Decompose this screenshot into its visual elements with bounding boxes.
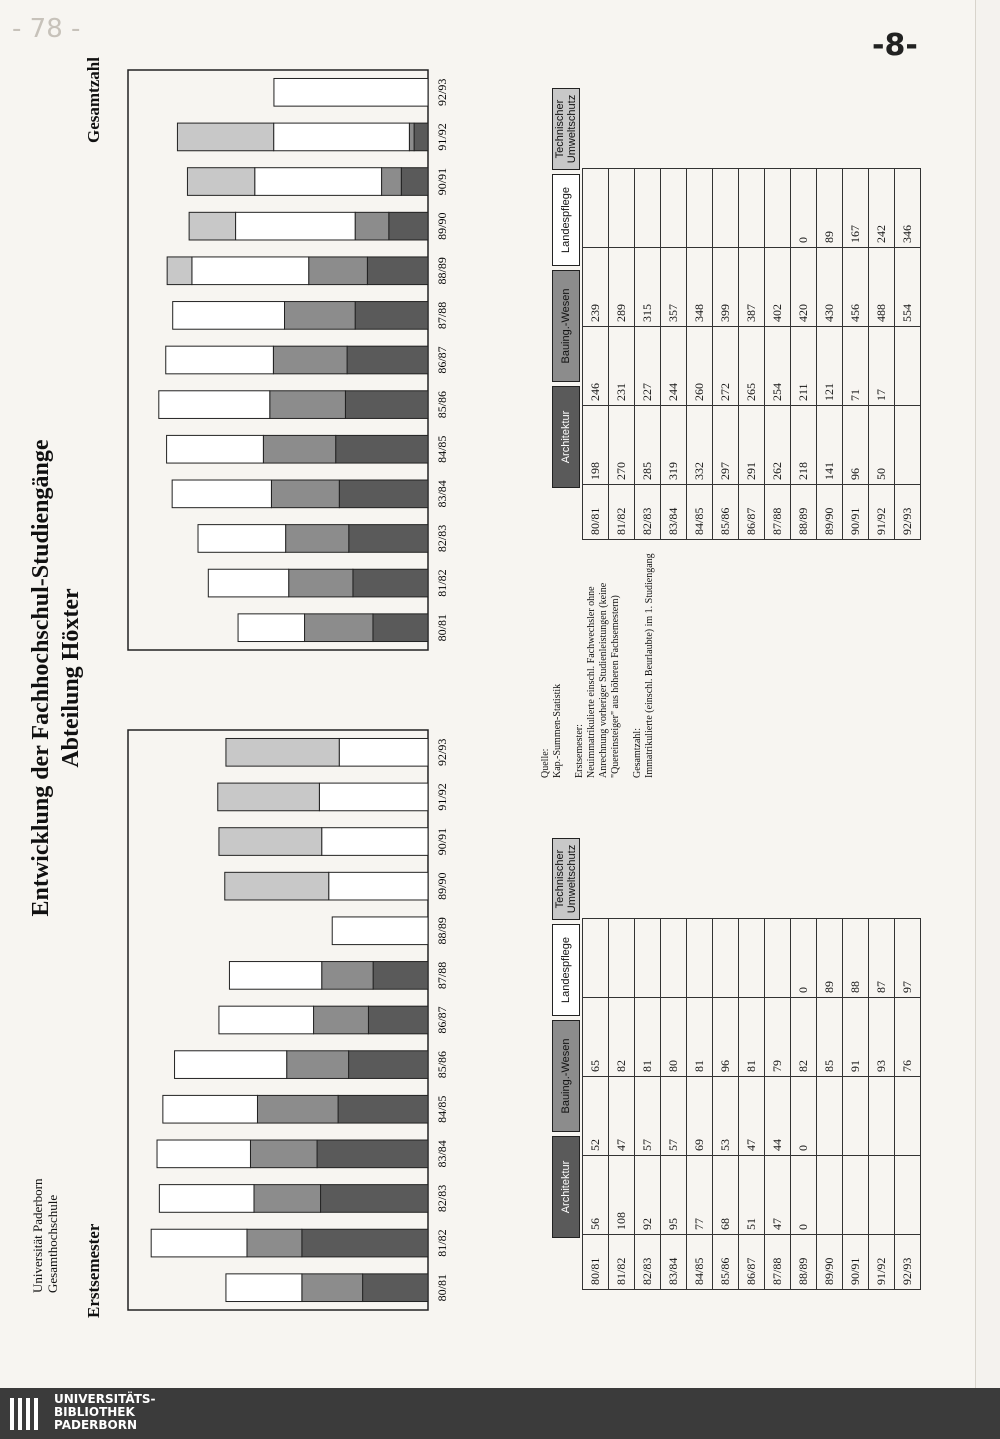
table-cell: 80 bbox=[661, 998, 687, 1077]
x-tick-label: 82/83 bbox=[435, 524, 449, 553]
table-row bbox=[817, 169, 843, 540]
x-tick-label: 83/84 bbox=[435, 1140, 449, 1168]
table-cell bbox=[713, 919, 739, 998]
row-label: 87/88 bbox=[765, 485, 791, 540]
table-cell: 319 bbox=[661, 406, 687, 485]
table-row bbox=[661, 919, 687, 1290]
table-cell: 65 bbox=[583, 998, 609, 1077]
table-cell: 89 bbox=[817, 169, 843, 248]
table-cell: 272 bbox=[713, 327, 739, 406]
x-tick-label: 87/88 bbox=[435, 961, 449, 990]
top-page-mark: - 78 - bbox=[12, 14, 81, 44]
x-tick-label: 90/91 bbox=[435, 167, 449, 196]
source-text: Kap.-Summen-Statistik bbox=[552, 683, 563, 778]
bar-segment bbox=[389, 212, 428, 240]
table-row bbox=[687, 169, 713, 540]
x-tick-label: 89/90 bbox=[435, 872, 449, 900]
bar-segment bbox=[257, 1095, 338, 1123]
bar-segment bbox=[367, 257, 428, 285]
bar-segment bbox=[332, 917, 428, 945]
table-cell bbox=[583, 169, 609, 248]
table-cell: 52 bbox=[583, 1077, 609, 1156]
table-cell: 92 bbox=[635, 1156, 661, 1235]
page-title bbox=[26, 318, 86, 1038]
table-cell: 399 bbox=[713, 248, 739, 327]
bar-segment bbox=[353, 569, 428, 597]
table-row bbox=[635, 169, 661, 540]
table-cell bbox=[661, 169, 687, 248]
bar-segment bbox=[254, 1185, 321, 1213]
legend-entry: Architektur bbox=[552, 386, 580, 488]
table-row bbox=[713, 919, 739, 1290]
row-label: 92/93 bbox=[895, 1235, 921, 1290]
table-cell: 315 bbox=[635, 248, 661, 327]
table-cell: 57 bbox=[661, 1077, 687, 1156]
table-cell bbox=[895, 406, 921, 485]
bar-segment bbox=[319, 783, 428, 811]
institution-line2: Gesamthochschule bbox=[45, 1194, 60, 1293]
table-cell: 420 bbox=[791, 248, 817, 327]
table-cell: 68 bbox=[713, 1156, 739, 1235]
x-tick-label: 89/90 bbox=[435, 212, 449, 240]
row-label: 83/84 bbox=[661, 485, 687, 540]
x-tick-label: 90/91 bbox=[435, 827, 449, 856]
bar-segment bbox=[338, 1095, 428, 1123]
table-cell bbox=[843, 1077, 869, 1156]
x-tick-label: 85/86 bbox=[435, 390, 449, 419]
x-tick-label: 91/92 bbox=[435, 783, 449, 811]
bar-segment bbox=[167, 435, 264, 463]
bar-segment bbox=[229, 962, 321, 990]
table-cell: 91 bbox=[843, 998, 869, 1077]
bar-segment bbox=[187, 168, 254, 196]
table-cell bbox=[817, 1077, 843, 1156]
table-row bbox=[661, 169, 687, 540]
table-cell: 387 bbox=[739, 248, 765, 327]
logo-line2: BIBLIOTHEK bbox=[54, 1405, 135, 1419]
bar-segment bbox=[159, 1185, 254, 1213]
row-label: 82/83 bbox=[635, 485, 661, 540]
library-logo-icon bbox=[8, 1394, 48, 1434]
table-cell: 270 bbox=[609, 406, 635, 485]
bar-segment bbox=[236, 212, 356, 240]
table-cell: 211 bbox=[791, 327, 817, 406]
bar-segment bbox=[192, 257, 309, 285]
x-tick-label: 88/89 bbox=[435, 257, 449, 285]
bar-segment bbox=[219, 1006, 314, 1034]
table-cell bbox=[765, 169, 791, 248]
library-logo-text bbox=[54, 1393, 156, 1432]
bar-segment bbox=[322, 828, 428, 856]
bar-segment bbox=[274, 78, 428, 106]
table-cell: 218 bbox=[791, 406, 817, 485]
table-cell: 71 bbox=[843, 327, 869, 406]
bar-segment bbox=[263, 435, 335, 463]
table-cell: 285 bbox=[635, 406, 661, 485]
bar-segment bbox=[173, 302, 285, 330]
gesamtzahl-table bbox=[582, 168, 921, 540]
bar-segment bbox=[189, 212, 235, 240]
bar-segment bbox=[373, 614, 428, 642]
x-tick-label: 91/92 bbox=[435, 123, 449, 151]
table-row bbox=[843, 919, 869, 1290]
table-cell: 81 bbox=[739, 998, 765, 1077]
bar-segment bbox=[238, 614, 304, 642]
bar-segment bbox=[255, 168, 382, 196]
bar-segment bbox=[271, 480, 339, 508]
table-cell: 260 bbox=[687, 327, 713, 406]
row-label: 84/85 bbox=[687, 485, 713, 540]
row-label: 90/91 bbox=[843, 1235, 869, 1290]
page-number: -8- bbox=[872, 28, 918, 63]
bar-segment bbox=[175, 1051, 287, 1079]
row-label: 80/81 bbox=[583, 1235, 609, 1290]
table-cell: 121 bbox=[817, 327, 843, 406]
x-tick-label: 92/93 bbox=[435, 738, 449, 766]
bar-segment bbox=[329, 872, 428, 900]
erstsemester-table bbox=[582, 918, 921, 1290]
table-cell bbox=[895, 327, 921, 406]
bar-segment bbox=[339, 480, 428, 508]
table-cell: 87 bbox=[869, 919, 895, 998]
legend-entry: Landespflege bbox=[552, 174, 580, 266]
legend-entry: Technischer Umweltschutz bbox=[552, 838, 580, 920]
table-cell: 291 bbox=[739, 406, 765, 485]
bar-segment bbox=[273, 346, 347, 374]
x-tick-label: 81/82 bbox=[435, 1229, 449, 1257]
table-cell: 96 bbox=[713, 998, 739, 1077]
table-cell: 95 bbox=[661, 1156, 687, 1235]
ges-text: Immatrikulierte (einschl. Beurlaubte) im 1. Studiengang bbox=[644, 553, 655, 778]
row-label: 85/86 bbox=[713, 485, 739, 540]
table-cell: 56 bbox=[583, 1156, 609, 1235]
table-cell: 227 bbox=[635, 327, 661, 406]
table-cell: 0 bbox=[791, 169, 817, 248]
bar-segment bbox=[339, 738, 428, 766]
bar-segment bbox=[302, 1229, 428, 1257]
x-tick-label: 84/85 bbox=[435, 1095, 449, 1123]
bar-segment bbox=[309, 257, 368, 285]
table-cell bbox=[687, 919, 713, 998]
table-row bbox=[817, 919, 843, 1290]
row-label: 83/84 bbox=[661, 1235, 687, 1290]
table-cell: 81 bbox=[687, 998, 713, 1077]
table-cell: 47 bbox=[739, 1077, 765, 1156]
x-tick-label: 85/86 bbox=[435, 1050, 449, 1079]
table-cell: 456 bbox=[843, 248, 869, 327]
bar-segment bbox=[414, 123, 428, 151]
row-label: 88/89 bbox=[791, 1235, 817, 1290]
x-tick-label: 88/89 bbox=[435, 917, 449, 945]
table-cell: 332 bbox=[687, 406, 713, 485]
table-cell: 239 bbox=[583, 248, 609, 327]
table-row bbox=[583, 169, 609, 540]
table-cell bbox=[843, 1156, 869, 1235]
erst-title: Erstsemester: bbox=[574, 724, 585, 778]
erstsemester-chart bbox=[118, 720, 458, 1320]
x-tick-label: 92/93 bbox=[435, 78, 449, 106]
table-cell: 244 bbox=[661, 327, 687, 406]
table-cell bbox=[687, 169, 713, 248]
table-row bbox=[583, 919, 609, 1290]
table-cell: 47 bbox=[765, 1156, 791, 1235]
bar-segment bbox=[289, 569, 353, 597]
ges-title: Gesamtzahl: bbox=[632, 728, 643, 778]
bar-segment bbox=[305, 614, 373, 642]
table-row bbox=[609, 169, 635, 540]
x-tick-label: 83/84 bbox=[435, 480, 449, 508]
table-cell bbox=[869, 1156, 895, 1235]
bar-segment bbox=[208, 569, 288, 597]
table-cell: 554 bbox=[895, 248, 921, 327]
bar-segment bbox=[314, 1006, 369, 1034]
row-label: 86/87 bbox=[739, 1235, 765, 1290]
table-cell: 79 bbox=[765, 998, 791, 1077]
table-cell: 53 bbox=[713, 1077, 739, 1156]
bar-segment bbox=[172, 480, 271, 508]
table-cell: 262 bbox=[765, 406, 791, 485]
table-cell: 231 bbox=[609, 327, 635, 406]
table-cell bbox=[609, 169, 635, 248]
x-tick-label: 80/81 bbox=[435, 1274, 449, 1302]
bar-segment bbox=[302, 1274, 363, 1302]
table-cell: 89 bbox=[817, 919, 843, 998]
table-cell bbox=[739, 169, 765, 248]
bar-segment bbox=[322, 962, 373, 990]
legend-entry: Bauing.-Wesen bbox=[552, 1020, 580, 1132]
table-cell: 0 bbox=[791, 919, 817, 998]
table-cell: 50 bbox=[869, 406, 895, 485]
table-cell: 77 bbox=[687, 1156, 713, 1235]
row-label: 91/92 bbox=[869, 1235, 895, 1290]
logo-line3: PADERBORN bbox=[54, 1418, 138, 1432]
table-row bbox=[895, 169, 921, 540]
bar-segment bbox=[321, 1185, 428, 1213]
table-cell: 430 bbox=[817, 248, 843, 327]
bar-segment bbox=[368, 1006, 428, 1034]
table-row bbox=[609, 919, 635, 1290]
row-label: 91/92 bbox=[869, 485, 895, 540]
bar-segment bbox=[345, 391, 428, 419]
table-row bbox=[635, 919, 661, 1290]
table-row bbox=[713, 169, 739, 540]
title-line2: Abteilung Höxter bbox=[58, 588, 84, 768]
legend-entry: Landespflege bbox=[552, 924, 580, 1016]
table-cell bbox=[583, 919, 609, 998]
bar-segment bbox=[347, 346, 428, 374]
bar-segment bbox=[286, 525, 349, 553]
table-cell: 348 bbox=[687, 248, 713, 327]
table-cell bbox=[765, 919, 791, 998]
table-cell: 57 bbox=[635, 1077, 661, 1156]
bar-segment bbox=[166, 346, 274, 374]
row-label: 87/88 bbox=[765, 1235, 791, 1290]
table-cell: 44 bbox=[765, 1077, 791, 1156]
x-tick-label: 80/81 bbox=[435, 614, 449, 642]
table-cell: 488 bbox=[869, 248, 895, 327]
table-cell: 17 bbox=[869, 327, 895, 406]
table-row bbox=[739, 169, 765, 540]
bar-segment bbox=[270, 391, 346, 419]
row-label: 90/91 bbox=[843, 485, 869, 540]
table-cell: 265 bbox=[739, 327, 765, 406]
bar-segment bbox=[274, 123, 410, 151]
table-cell bbox=[895, 1156, 921, 1235]
row-label: 89/90 bbox=[817, 1235, 843, 1290]
row-label: 80/81 bbox=[583, 485, 609, 540]
table-cell: 357 bbox=[661, 248, 687, 327]
row-label: 82/83 bbox=[635, 1235, 661, 1290]
notes bbox=[540, 548, 666, 778]
bar-segment bbox=[285, 302, 356, 330]
table-cell: 81 bbox=[635, 998, 661, 1077]
bar-segment bbox=[226, 1274, 302, 1302]
bar-segment bbox=[355, 302, 428, 330]
gesamtzahl-chart bbox=[118, 60, 458, 660]
table-row bbox=[869, 919, 895, 1290]
table-cell: 198 bbox=[583, 406, 609, 485]
table-cell bbox=[739, 919, 765, 998]
table-cell: 246 bbox=[583, 327, 609, 406]
table-cell bbox=[895, 1077, 921, 1156]
bar-segment bbox=[250, 1140, 317, 1168]
table-row bbox=[869, 169, 895, 540]
table-cell: 88 bbox=[843, 919, 869, 998]
row-label: 89/90 bbox=[817, 485, 843, 540]
table-cell: 402 bbox=[765, 248, 791, 327]
legend-entry: Architektur bbox=[552, 1136, 580, 1238]
table-row bbox=[895, 919, 921, 1290]
x-tick-label: 86/87 bbox=[435, 1006, 449, 1034]
institution-line1: Universität Paderborn bbox=[30, 1178, 45, 1293]
legend-entry: Technischer Umweltschutz bbox=[552, 88, 580, 170]
title-line1: Entwicklung der Fachhochschul-Studiengänge bbox=[28, 439, 54, 917]
table-row bbox=[843, 169, 869, 540]
institution bbox=[30, 1179, 60, 1293]
table-cell: 51 bbox=[739, 1156, 765, 1235]
bar-segment bbox=[167, 257, 192, 285]
table-cell: 69 bbox=[687, 1077, 713, 1156]
bar-segment bbox=[225, 872, 329, 900]
bar-segment bbox=[159, 391, 270, 419]
row-label: 81/82 bbox=[609, 1235, 635, 1290]
table-cell: 254 bbox=[765, 327, 791, 406]
bar-segment bbox=[382, 168, 402, 196]
table-cell bbox=[713, 169, 739, 248]
bar-segment bbox=[177, 123, 273, 151]
row-label: 85/86 bbox=[713, 1235, 739, 1290]
bar-segment bbox=[218, 783, 320, 811]
table-row bbox=[765, 169, 791, 540]
bar-segment bbox=[287, 1051, 349, 1079]
erst-text: Neuimmatrikulierte einschl. Fachwechsler ohne Anrechnung vorheriger Studienleistungen (keine "Quereinsteiger" aus höheren Fachsemestern) bbox=[586, 582, 621, 778]
table-cell: 82 bbox=[791, 998, 817, 1077]
table-cell: 167 bbox=[843, 169, 869, 248]
table-cell: 82 bbox=[609, 998, 635, 1077]
table-cell bbox=[661, 919, 687, 998]
table-cell: 97 bbox=[895, 919, 921, 998]
bar-segment bbox=[247, 1229, 302, 1257]
section-title-gesamtzahl: Gesamtzahl bbox=[84, 57, 103, 143]
source-title: Quelle: bbox=[540, 748, 551, 778]
table-row bbox=[791, 169, 817, 540]
table-row bbox=[687, 919, 713, 1290]
bar-segment bbox=[409, 123, 414, 151]
table-cell bbox=[635, 169, 661, 248]
bar-segment bbox=[336, 435, 428, 463]
logo-line1: UNIVERSITÄTS- bbox=[54, 1392, 156, 1406]
row-label: 88/89 bbox=[791, 485, 817, 540]
table-row bbox=[765, 919, 791, 1290]
bar-segment bbox=[373, 962, 428, 990]
x-tick-label: 81/82 bbox=[435, 569, 449, 597]
bar-segment bbox=[363, 1274, 428, 1302]
table-row bbox=[791, 919, 817, 1290]
table-row bbox=[739, 919, 765, 1290]
bar-segment bbox=[349, 1051, 428, 1079]
bar-segment bbox=[317, 1140, 428, 1168]
table-cell: 141 bbox=[817, 406, 843, 485]
table-cell: 96 bbox=[843, 406, 869, 485]
bar-segment bbox=[151, 1229, 247, 1257]
table-cell bbox=[817, 1156, 843, 1235]
table-cell bbox=[609, 919, 635, 998]
section-title-erstsemester: Erstsemester bbox=[84, 1223, 103, 1318]
table-cell: 76 bbox=[895, 998, 921, 1077]
row-label: 84/85 bbox=[687, 1235, 713, 1290]
table-cell: 297 bbox=[713, 406, 739, 485]
row-label: 92/93 bbox=[895, 485, 921, 540]
table-cell: 289 bbox=[609, 248, 635, 327]
table-cell bbox=[869, 1077, 895, 1156]
bar-segment bbox=[349, 525, 428, 553]
table-cell: 93 bbox=[869, 998, 895, 1077]
table-cell: 108 bbox=[609, 1156, 635, 1235]
bar-segment bbox=[198, 525, 286, 553]
x-tick-label: 87/88 bbox=[435, 301, 449, 330]
bar-segment bbox=[163, 1095, 258, 1123]
table-cell: 47 bbox=[609, 1077, 635, 1156]
bar-segment bbox=[219, 828, 322, 856]
x-tick-label: 84/85 bbox=[435, 435, 449, 463]
row-label: 81/82 bbox=[609, 485, 635, 540]
row-label: 86/87 bbox=[739, 485, 765, 540]
table-cell: 85 bbox=[817, 998, 843, 1077]
legend-entry: Bauing.-Wesen bbox=[552, 270, 580, 382]
bar-segment bbox=[157, 1140, 250, 1168]
table-cell bbox=[635, 919, 661, 998]
table-cell: 0 bbox=[791, 1077, 817, 1156]
bar-segment bbox=[401, 168, 428, 196]
table-cell: 0 bbox=[791, 1156, 817, 1235]
bar-segment bbox=[226, 738, 339, 766]
table-cell: 242 bbox=[869, 169, 895, 248]
bar-segment bbox=[355, 212, 389, 240]
table-cell: 346 bbox=[895, 169, 921, 248]
x-tick-label: 86/87 bbox=[435, 346, 449, 374]
x-tick-label: 82/83 bbox=[435, 1184, 449, 1213]
library-logo-bar bbox=[0, 1388, 1000, 1439]
